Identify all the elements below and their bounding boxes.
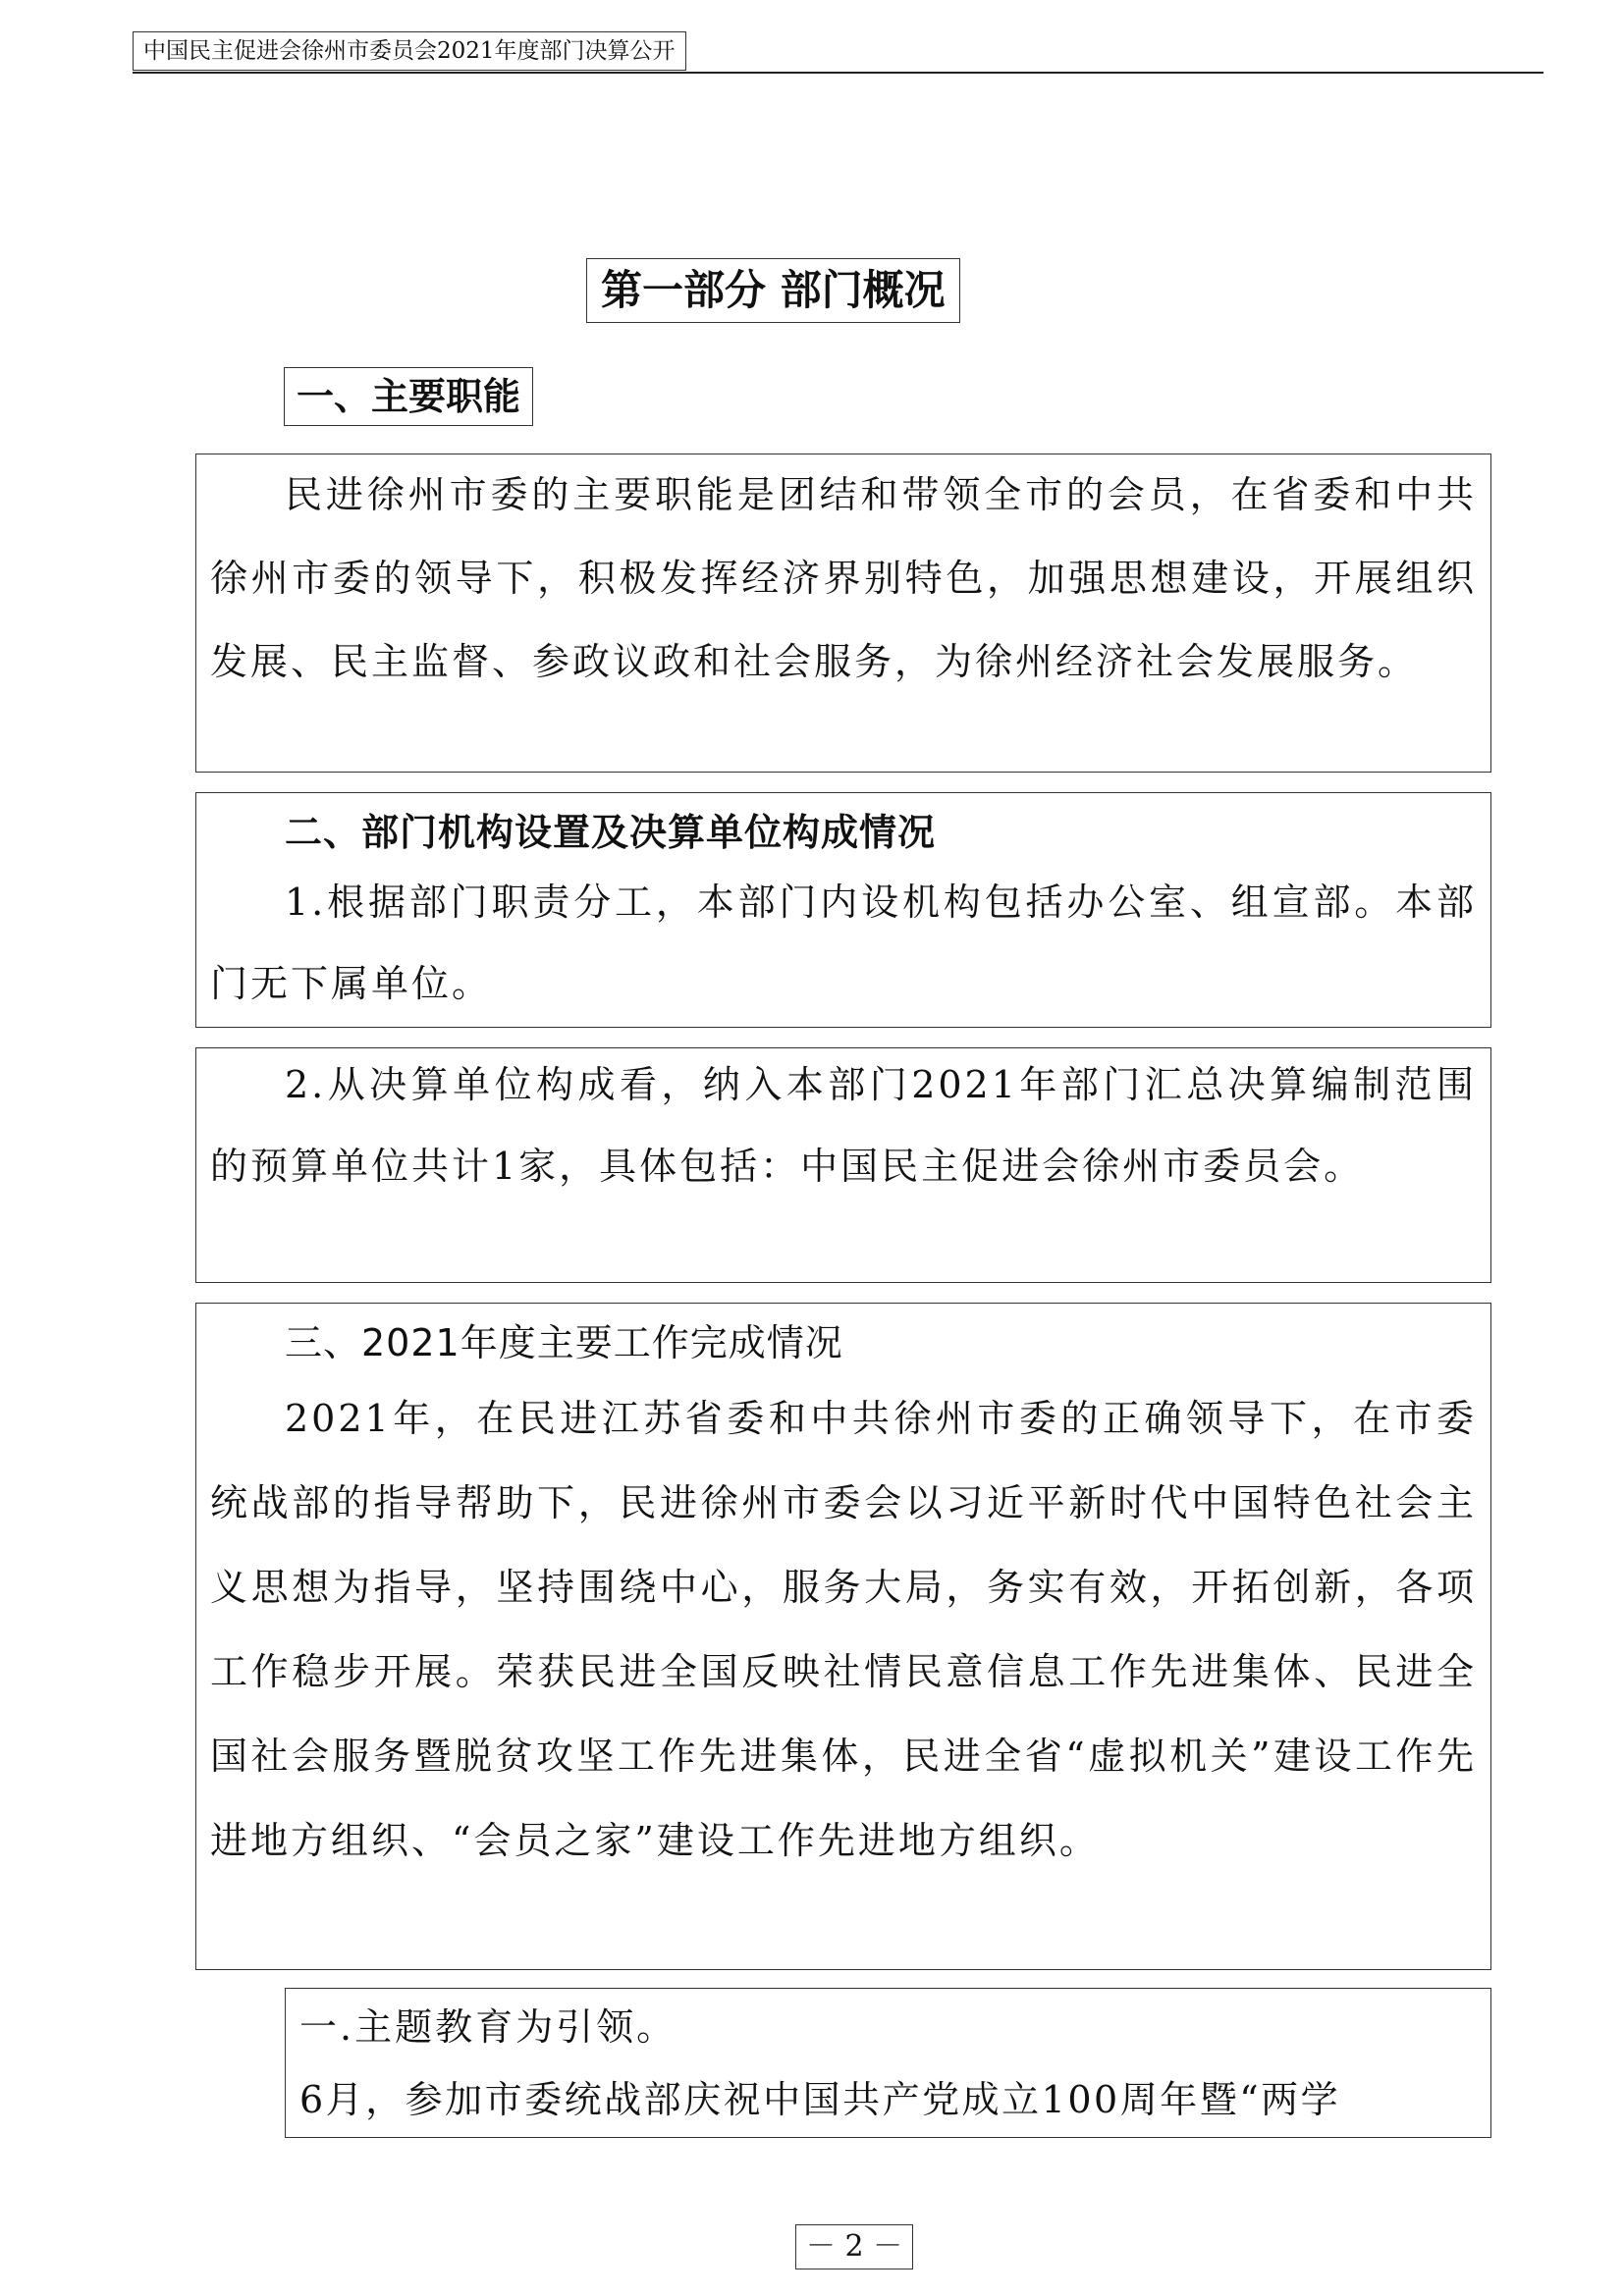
- section-4-subtitle: 一.主题教育为引领。: [299, 2005, 677, 2049]
- section-1-title: 一、主要职能: [284, 367, 533, 426]
- section-4-box: [285, 1988, 1491, 2138]
- section-3-box: [195, 1303, 1491, 1970]
- section-2-item-1: 1.根据部门职责分工，本部门内设机构包括办公室、组宣部。本部门无下属单位。: [210, 881, 1477, 1005]
- section-4-body: 6月，参加市委统战部庆祝中国共产党成立100周年暨“两学: [299, 2078, 1341, 2121]
- section-3-title: 三、2021年度主要工作完成情况: [285, 1321, 843, 1364]
- section-2-item-2-box: [195, 1047, 1491, 1283]
- section-1-box: [195, 454, 1491, 773]
- header-rule: [133, 72, 1543, 74]
- part-title: 第一部分 部门概况: [586, 258, 960, 323]
- section-2-title: 二、部门机构设置及决算单位构成情况: [285, 811, 937, 854]
- section-1-body: 民进徐州市委的主要职能是团结和带领全市的会员，在省委和中共徐州市委的领导下，积极发挥经济界别特色，加强思想建设，开展组织发展、民主监督、参政议政和社会服务，为徐州经济社会发展服务。: [210, 473, 1477, 683]
- section-3-body: 2021年，在民进江苏省委和中共徐州市委的正确领导下，在市委统战部的指导帮助下，民进徐州市委会以习近平新时代中国特色社会主义思想为指导，坚持围绕中心，服务大局，务实有效，开拓创新，各项工作稳步开展。荣获民进全国反映社情民意信息工作先进集体、民进全国社会服务暨脱贫攻坚工作先进集体，民进全省“虚拟机关”建设工作先进地方组织、“会员之家”建设工作先进地方组织。: [210, 1397, 1477, 1862]
- section-2-item-2: 2.从决算单位构成看，纳入本部门2021年部门汇总决算编制范围的预算单位共计1家，具体包括：中国民主促进会徐州市委员会。: [210, 1063, 1477, 1188]
- section-2-box: [195, 792, 1491, 1028]
- page-number: － 2 －: [795, 2224, 913, 2269]
- header-title: 中国民主促进会徐州市委员会2021年度部门决算公开: [133, 31, 686, 71]
